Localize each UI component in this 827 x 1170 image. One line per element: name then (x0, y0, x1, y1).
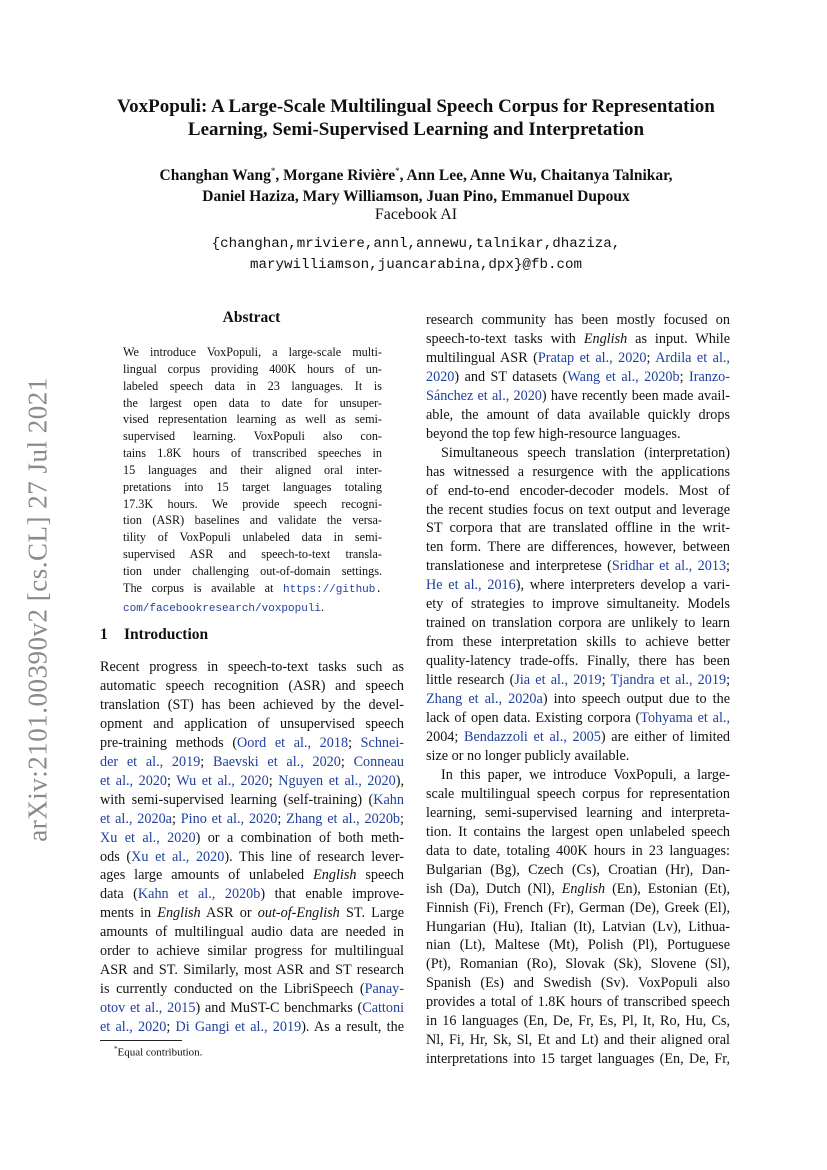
abstract-line: supervised learning. VoxPopuli also con- (123, 429, 382, 444)
body-text-line: ods (Xu et al., 2020). This line of research lever- (100, 848, 404, 865)
section-heading-introduction: 1 Introduction (100, 626, 209, 643)
email-line: {changhan,mriviere,annl,annewu,talnikar,dhaziza, (211, 236, 621, 252)
email-line: marywilliamson,juancarabina,dpx}@fb.com (249, 257, 583, 273)
abstract-heading: Abstract (222, 309, 281, 326)
author-list (96, 161, 736, 207)
body-text-line: ish (Da), Dutch (Nl), English (En), Estonian (Et), (426, 880, 730, 897)
citation-link[interactable]: otov et al., 2015 (100, 1000, 196, 1017)
body-text-line: ST corpora that are translated offline in the writ- (426, 520, 730, 537)
intro-column-left (100, 658, 404, 1037)
body-text-line: with semi-supervised learning (self-training) (Kahn (100, 791, 404, 808)
body-text-line: 2020) and ST datasets (Wang et al., 2020b; Iranzo- (426, 368, 730, 385)
body-text-line: (Pt), Romanian (Ro), Slovak (Sk), Slovene (Sl), (426, 956, 730, 973)
citation-link[interactable]: Nguyen et al., 2020 (278, 772, 396, 789)
body-text-line: Recent progress in speech-to-text tasks such as (100, 659, 404, 675)
abstract-line: labeled speech data in 23 languages. It is (123, 378, 382, 393)
citation-link[interactable]: Tjandra et al., 2019 (610, 672, 727, 689)
abstract-line: tains 1.8K hours of transcribed speeches in (123, 446, 382, 461)
body-text-line: data (Kahn et al., 2020b) that enable improve- (100, 886, 404, 903)
abstract-line: We introduce VoxPopuli, a large-scale multi- (123, 345, 382, 359)
body-text-line: He et al., 2016), where interpreters develop a vari- (426, 577, 730, 594)
abstract-line: the largest open data to date for unsuper- (123, 395, 382, 410)
citation-link[interactable]: der et al., 2019 (100, 753, 201, 770)
citation-link[interactable]: He et al., 2016 (426, 577, 516, 594)
body-text-line: der et al., 2019; Baevski et al., 2020; Conneau (100, 753, 404, 770)
body-text-line: of end-to-end encoder-decoder models. Most of (426, 482, 730, 499)
body-text-line: Simultaneous speech translation (interpretation) (441, 444, 730, 461)
body-text-line: ages large amounts of unlabeled English speech (100, 867, 404, 884)
body-text-line: able, the amount of data available quickly drops (426, 406, 730, 423)
body-text-line: In this paper, we introduce VoxPopuli, a large- (441, 766, 730, 783)
body-text-line: in 16 languages (En, De, Fr, Es, Pl, It, Ro, Hu, Cs, (426, 1013, 730, 1030)
body-text-line: translationese and interpretese (Sridhar et al., 2013; (426, 558, 730, 575)
body-text-line: ments in English ASR or out-of-English ST. Large (100, 905, 404, 922)
body-text-line: research community has been mostly focused on (426, 312, 730, 328)
body-text-line: multilingual ASR (Pratap et al., 2020; Ardila et al., (426, 349, 730, 366)
abstract-body (123, 344, 382, 618)
body-text-line: et al., 2020; Di Gangi et al., 2019). As a result, the (100, 1019, 404, 1036)
body-text-line: Bulgarian (Bg), Czech (Cs), Croatian (Hr), Dan- (426, 861, 730, 878)
email-list (96, 234, 736, 276)
citation-link[interactable]: et al., 2020a (100, 810, 172, 827)
body-text-line: quality-latency trade-offs. Finally, there has been (426, 653, 730, 670)
abstract-line: lingual corpus providing 400K hours of un- (123, 361, 382, 376)
citation-link[interactable]: Pino et al., 2020 (180, 810, 278, 827)
body-text-line: Zhang et al., 2020a) into speech output due to the (426, 691, 730, 708)
citation-link[interactable]: et al., 2020 (100, 772, 168, 789)
body-text-line: speech-to-text tasks with English as input. While (426, 330, 730, 347)
citation-link[interactable]: Zhang et al., 2020b (286, 810, 401, 827)
italic-term: English (313, 867, 357, 884)
abstract-line: 17.3K hours. We provide speech recogni- (123, 496, 382, 511)
body-text-line: data to date, totaling 400K hours in 23 languages: (426, 842, 730, 859)
body-text-line: Xu et al., 2020) or a combination of both meth- (100, 829, 404, 846)
citation-link[interactable]: et al., 2020 (100, 1019, 167, 1036)
citation-link[interactable]: Ardila et al., (655, 349, 730, 366)
abstract-line: 15 languages and their aligned oral inter- (123, 462, 382, 477)
body-text-line: interpretations into 15 target languages (En, De, Fr, (426, 1051, 730, 1068)
citation-link[interactable]: Kahn (373, 791, 404, 808)
italic-term: English (583, 330, 628, 347)
body-text-line: et al., 2020; Wu et al., 2020; Nguyen et al., 2020), (100, 772, 404, 789)
arxiv-stamp: arXiv:2101.00390v2 [cs.CL] 27 Jul 2021 (22, 377, 53, 842)
citation-link[interactable]: Sridhar et al., 2013 (611, 558, 727, 575)
body-text-line: translation (ST) has been achieved by the devel- (100, 696, 404, 713)
body-text-line: otov et al., 2015) and MuST-C benchmarks (Cattoni (100, 1000, 405, 1017)
body-text-line: size or no longer publicly available. (426, 747, 630, 764)
citation-link[interactable]: Xu et al., 2020 (100, 829, 196, 846)
citation-link[interactable]: Wang et al., 2020b (567, 368, 680, 385)
body-text-line: has witnessed a resurgence with the applications (426, 463, 730, 480)
footnote-rule (100, 1040, 182, 1041)
corpus-url-link-cont[interactable]: com/facebookresearch/voxpopuli (123, 602, 322, 615)
body-text-line: Finnish (Fi), French (Fr), German (De), Greek (El), (426, 899, 730, 916)
author-line: Daniel Haziza, Mary Williamson, Juan Pino, Emmanuel Dupoux (202, 188, 630, 206)
body-text-line: nian (Lt), Maltese (Mt), Polish (Pl), Portuguese (426, 937, 730, 954)
body-text-line: provides a total of 1.8K hours of transcribed speech (426, 994, 730, 1011)
citation-link[interactable]: Di Gangi et al., 2019 (175, 1019, 302, 1036)
body-text-line: pre-training methods (Oord et al., 2018; Schnei- (100, 734, 404, 751)
abstract-url-line: com/facebookresearch/voxpopuli. (123, 599, 325, 615)
body-text-line: ASR and ST. Similarly, most ASR and ST research (100, 962, 404, 979)
citation-link[interactable]: Panay- (364, 981, 404, 998)
abstract-line: tion (ASR) baselines and validate the versa- (123, 513, 382, 528)
citation-link[interactable]: 2020 (426, 368, 455, 385)
intro-column-right (426, 311, 730, 1069)
citation-link[interactable]: Jia et al., 2019 (514, 672, 602, 689)
body-text-line: lack of open data. Existing corpora (Tohyama et al., (426, 710, 730, 727)
citation-link[interactable]: Tohyama et al., (640, 710, 730, 727)
citation-link[interactable]: Oord et al., 2018 (237, 734, 349, 751)
abstract-line: supervised ASR and speech-to-text transla- (123, 547, 382, 562)
body-text-line: automatic speech recognition (ASR) and speech (100, 677, 404, 694)
body-text-line: the recent studies focus on text output and leverage (426, 501, 730, 518)
abstract-line: pretations into 15 target languages totaling (123, 479, 382, 494)
citation-link[interactable]: Schnei- (360, 734, 404, 751)
body-text-line: et al., 2020a; Pino et al., 2020; Zhang et al., 2020b; (100, 810, 404, 827)
citation-link[interactable]: Baevski et al., 2020 (212, 753, 341, 770)
body-text-line: trained on translation corpora are unlikely to learn (426, 615, 730, 632)
citation-link[interactable]: Pratap et al., 2020 (537, 349, 647, 366)
citation-link[interactable]: Conneau (353, 753, 404, 770)
body-text-line: scale multilingual speech corpus for representation (426, 785, 730, 802)
body-text-line: order to achieve similar progress for multilingual (100, 943, 404, 960)
body-text-line: Hungarian (Hu), Italian (It), Latvian (Lv), Lithua- (426, 918, 730, 935)
body-text-line: 2004; Bendazzoli et al., 2005) are either of limited (426, 728, 730, 745)
body-text-line: Spanish (Es) and Swedish (Sv). VoxPopuli also (426, 975, 730, 992)
citation-link[interactable]: Zhang et al., 2020a (426, 691, 543, 708)
corpus-url-link[interactable]: https://github (282, 583, 376, 596)
abstract-line: tion under challenging out-of-domain settings. (123, 563, 382, 578)
citation-link[interactable]: Xu et al., 2020 (131, 848, 225, 865)
title-line: Learning, Semi-Supervised Learning and Interpretation (187, 119, 645, 140)
body-text-line: beyond the top few high-resource languages. (426, 425, 681, 442)
body-text-line: Sánchez et al., 2020) have recently been made avail- (426, 387, 730, 404)
citation-link[interactable]: Kahn et al., 2020b (137, 886, 261, 903)
title-line: VoxPopuli: A Large-Scale Multilingual Speech Corpus for Representation (117, 96, 715, 117)
author-line: Changhan Wang*, Morgane Rivière*, Ann Lee, Anne Wu, Chaitanya Talnikar, (159, 166, 673, 185)
body-text-line: is currently conducted on the LibriSpeech (Panay- (100, 981, 404, 998)
footnote: *Equal contribution. (114, 1045, 203, 1059)
citation-link[interactable]: Cattoni (362, 1000, 405, 1017)
body-text-line: little research (Jia et al., 2019; Tjandra et al., 2019; (426, 672, 731, 689)
body-text-line: learning, semi-supervised learning and interpreta- (426, 804, 730, 821)
citation-link[interactable]: Wu et al., 2020 (176, 772, 269, 789)
citation-link[interactable]: Iranzo- (689, 368, 730, 385)
italic-term: English (561, 880, 606, 897)
body-text-line: from these interpretation skills to achieve better (426, 634, 730, 651)
abstract-line: vised representation learning as well as semi- (123, 412, 382, 427)
abstract-line: tility of VoxPopuli unlabeled data in semi- (123, 530, 382, 545)
abstract-availability-line: The corpus is available at https://github. (123, 580, 382, 596)
affiliation: Facebook AI (374, 206, 458, 223)
body-text-line: opment and application of unsupervised speech (100, 715, 404, 732)
body-text-line: tion. It contains the largest open unlabeled speech (426, 823, 730, 840)
body-text-line: ety of strategies to improve simultaneity. Models (426, 596, 730, 613)
body-text-line: ten form. There are differences, however, between (426, 539, 730, 556)
italic-term: out-of-English (257, 905, 340, 922)
citation-link[interactable]: Bendazzoli et al., 2005 (464, 728, 601, 745)
citation-link[interactable]: Sánchez et al., 2020 (426, 387, 542, 404)
body-text-line: amounts of multilingual audio data are needed in (100, 924, 404, 941)
italic-term: English (157, 905, 201, 922)
paper-title (96, 95, 736, 141)
body-text-line: Nl, Fi, Hr, Sk, Sl, Et and Lt) and their aligned oral (426, 1032, 730, 1049)
